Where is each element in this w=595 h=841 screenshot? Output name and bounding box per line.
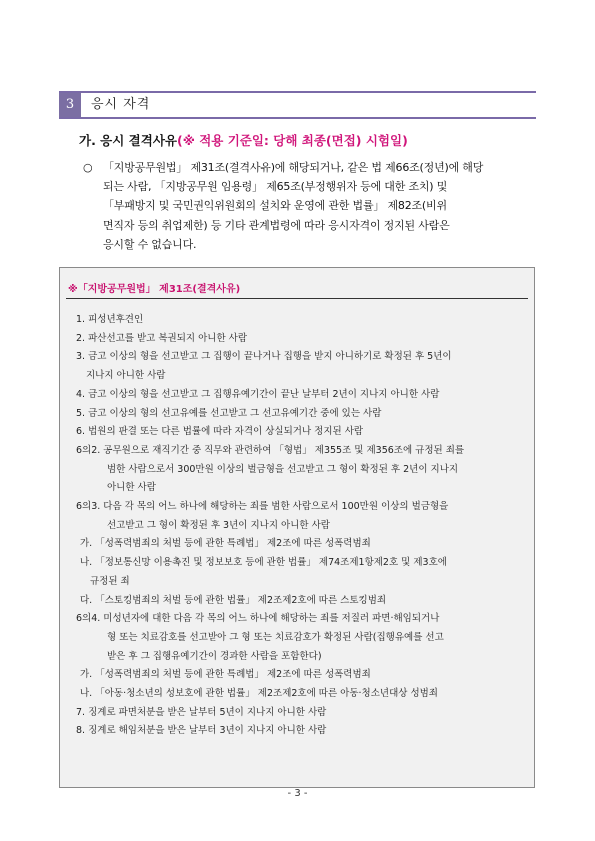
box-title: ※「지방공무원법」 제31조(결격사유)	[68, 284, 241, 295]
list-item: 형 또는 치료감호를 선고받아 그 형 또는 치료감호가 확정된 사람(집행유예를 선고	[107, 631, 444, 643]
list-item: 2. 파산선고를 받고 복권되지 아니한 사람	[76, 332, 247, 344]
list-item: 가. 「성폭력범죄의 처벌 등에 관한 특례법」 제2조에 따른 성폭력범죄	[80, 538, 371, 550]
subsection-heading-note: (※ 적용 기준일: 당해 최종(면접) 시험일)	[176, 133, 408, 148]
list-item: 8. 징계로 해임처분을 받은 날부터 3년이 지나지 아니한 사람	[76, 725, 327, 737]
box-title-underline	[66, 298, 528, 299]
list-item: 아니한 사람	[107, 482, 156, 494]
subsection-heading-text: 가. 응시 결격사유	[79, 133, 177, 148]
list-item: 받은 후 그 집행유예기간이 경과한 사람을 포함한다)	[107, 650, 322, 662]
page-number: - 3 -	[287, 788, 308, 799]
description-line: 「부패방지 및 국민권익위원회의 설치와 운영에 관한 법률」 제82조(비위	[103, 199, 447, 213]
description-line: 되는 사람, 「지방공무원 임용령」 제65조(부정행위자 등에 대한 조치) 및	[103, 180, 448, 194]
description-text	[103, 158, 543, 254]
list-item: 5. 금고 이상의 형의 선고유예를 선고받고 그 선고유예기간 중에 있는 사람	[76, 407, 382, 419]
circle-bullet-icon: ○	[83, 161, 93, 174]
description-line: 「지방공무원법」 제31조(결격사유)에 해당되거나, 같은 법 제66조(정년)에 해당	[103, 161, 484, 174]
list-item: 4. 금고 이상의 형을 선고받고 그 집행유예기간이 끝난 날부터 2년이 지나지 아니한 사람	[76, 388, 440, 400]
list-item: 가. 「성폭력범죄의 처벌 등에 관한 특례법」 제2조에 따른 성폭력범죄	[80, 669, 371, 681]
list-item: 6. 법원의 판결 또는 다른 법률에 따라 자격이 상실되거나 정지된 사람	[76, 426, 364, 438]
section-title: 응시 자격	[91, 97, 151, 112]
list-item: 1. 피성년후견인	[76, 314, 144, 325]
list-item: 선고받고 그 형이 확정된 후 3년이 지나지 아니한 사람	[107, 519, 330, 531]
list-item: 6의4. 미성년자에 대한 다음 각 목의 어느 하나에 해당하는 죄를 저질러 파면·해임되거나	[76, 613, 440, 625]
section-header	[59, 91, 536, 119]
subsection-heading	[79, 131, 408, 149]
description-line: 면직자 등의 취업제한) 등 기타 관계법령에 따라 응시자격이 정지된 사람은	[103, 218, 450, 232]
list-item: 규정된 죄	[90, 575, 130, 587]
list-item: 6의2. 공무원으로 재직기간 중 직무와 관련하여 「형법」 제355조 및 제356조에 규정된 죄를	[76, 444, 465, 456]
disqualification-box	[59, 267, 535, 788]
list-item: 나. 「정보통신망 이용촉진 및 정보보호 등에 관한 법률」 제74조제1항제2호 및 제3호에	[80, 557, 447, 569]
section-bottom-rule	[59, 117, 536, 119]
list-item: 3. 금고 이상의 형을 선고받고 그 집행이 끝나거나 집행을 받지 아니하기로 확정된 후 5년이	[76, 351, 452, 363]
description-line: 응시할 수 없습니다.	[103, 237, 197, 251]
list-item: 범한 사람으로서 300만원 이상의 벌금형을 선고받고 그 형이 확정된 후 2년이 지나지	[107, 463, 459, 475]
list-item: 지나지 아니한 사람	[86, 370, 166, 382]
list-item: 6의3. 다음 각 목의 어느 하나에 해당하는 죄를 범한 사람으로서 100만원 이상의 벌금형을	[76, 501, 449, 513]
description-paragraph	[83, 158, 543, 254]
list-item: 다. 「스토킹범죄의 처벌 등에 관한 법률」 제2조제2호에 따른 스토킹범죄	[80, 594, 387, 606]
list-item: 7. 징계로 파면처분을 받은 날부터 5년이 지나지 아니한 사람	[76, 706, 327, 718]
disqualification-list	[76, 311, 528, 741]
list-item: 나. 「아동·청소년의 성보호에 관한 법률」 제2조제2호에 따른 아동·청소년대상 성범죄	[80, 688, 438, 700]
section-number: 3	[59, 93, 81, 117]
